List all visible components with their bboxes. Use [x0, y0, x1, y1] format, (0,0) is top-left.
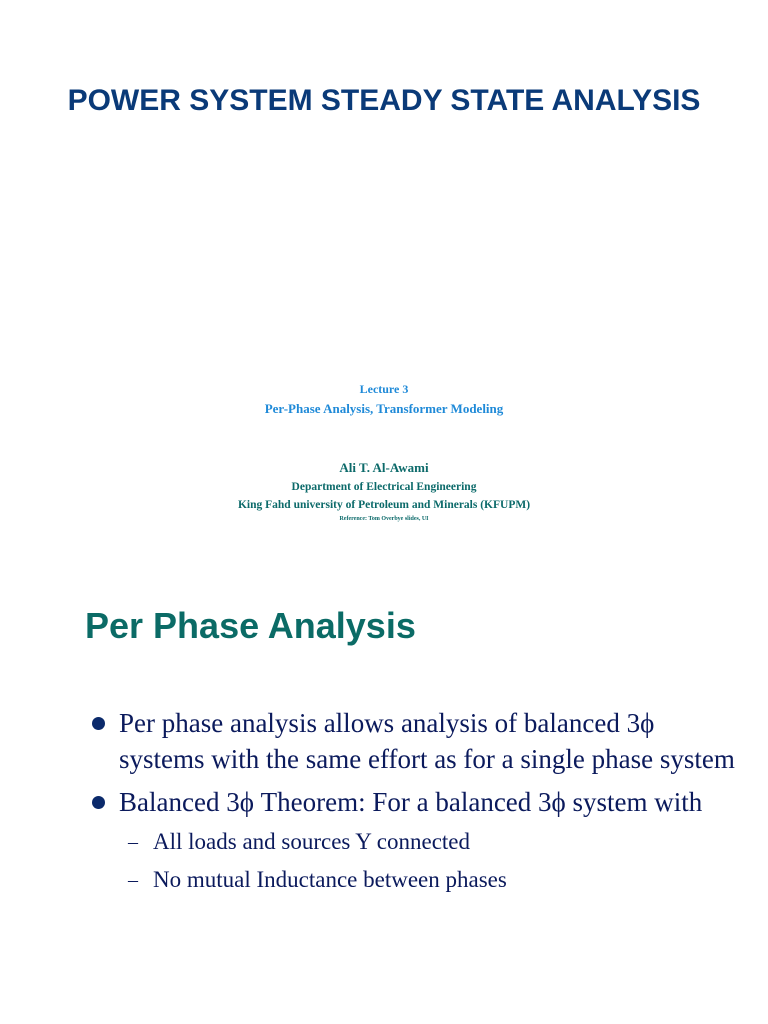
bullet-item [0, 705, 768, 777]
department-name: Department of Electrical Engineering [291, 481, 477, 493]
reference-note: Reference: Tom Overbye slides, UI [339, 516, 429, 522]
bullet-dot-icon [92, 717, 105, 730]
sub-bullet-list [0, 827, 768, 895]
bullet-text: Per phase analysis allows analysis of balanced 3ϕ systems with the same effort as for a single phase system [119, 708, 735, 774]
bullet-list [0, 705, 768, 903]
lecture-number: Lecture 3 [359, 382, 409, 396]
sub-bullet-text: No mutual Inductance between phases [153, 867, 507, 892]
sub-bullet-item [0, 865, 768, 895]
bullet-dot-icon [92, 796, 105, 809]
sub-bullet-item [0, 827, 768, 857]
dash-icon: – [128, 869, 138, 891]
section-title: Per Phase Analysis [85, 605, 416, 646]
bullet-item [0, 784, 768, 820]
university-name: King Fahd university of Petroleum and Minerals (KFUPM) [237, 499, 531, 511]
bullet-text: Balanced 3ϕ Theorem: For a balanced 3ϕ system with [119, 787, 703, 817]
sub-bullet-group [0, 827, 768, 895]
presentation-title: POWER SYSTEM STEADY STATE ANALYSIS [67, 84, 701, 117]
lecture-subtitle: Per-Phase Analysis, Transformer Modeling [264, 401, 504, 416]
content-slide [0, 560, 768, 1024]
dash-icon: – [128, 831, 138, 853]
sub-bullet-text: All loads and sources Y connected [153, 829, 471, 854]
author-name: Ali T. Al-Awami [339, 460, 429, 475]
